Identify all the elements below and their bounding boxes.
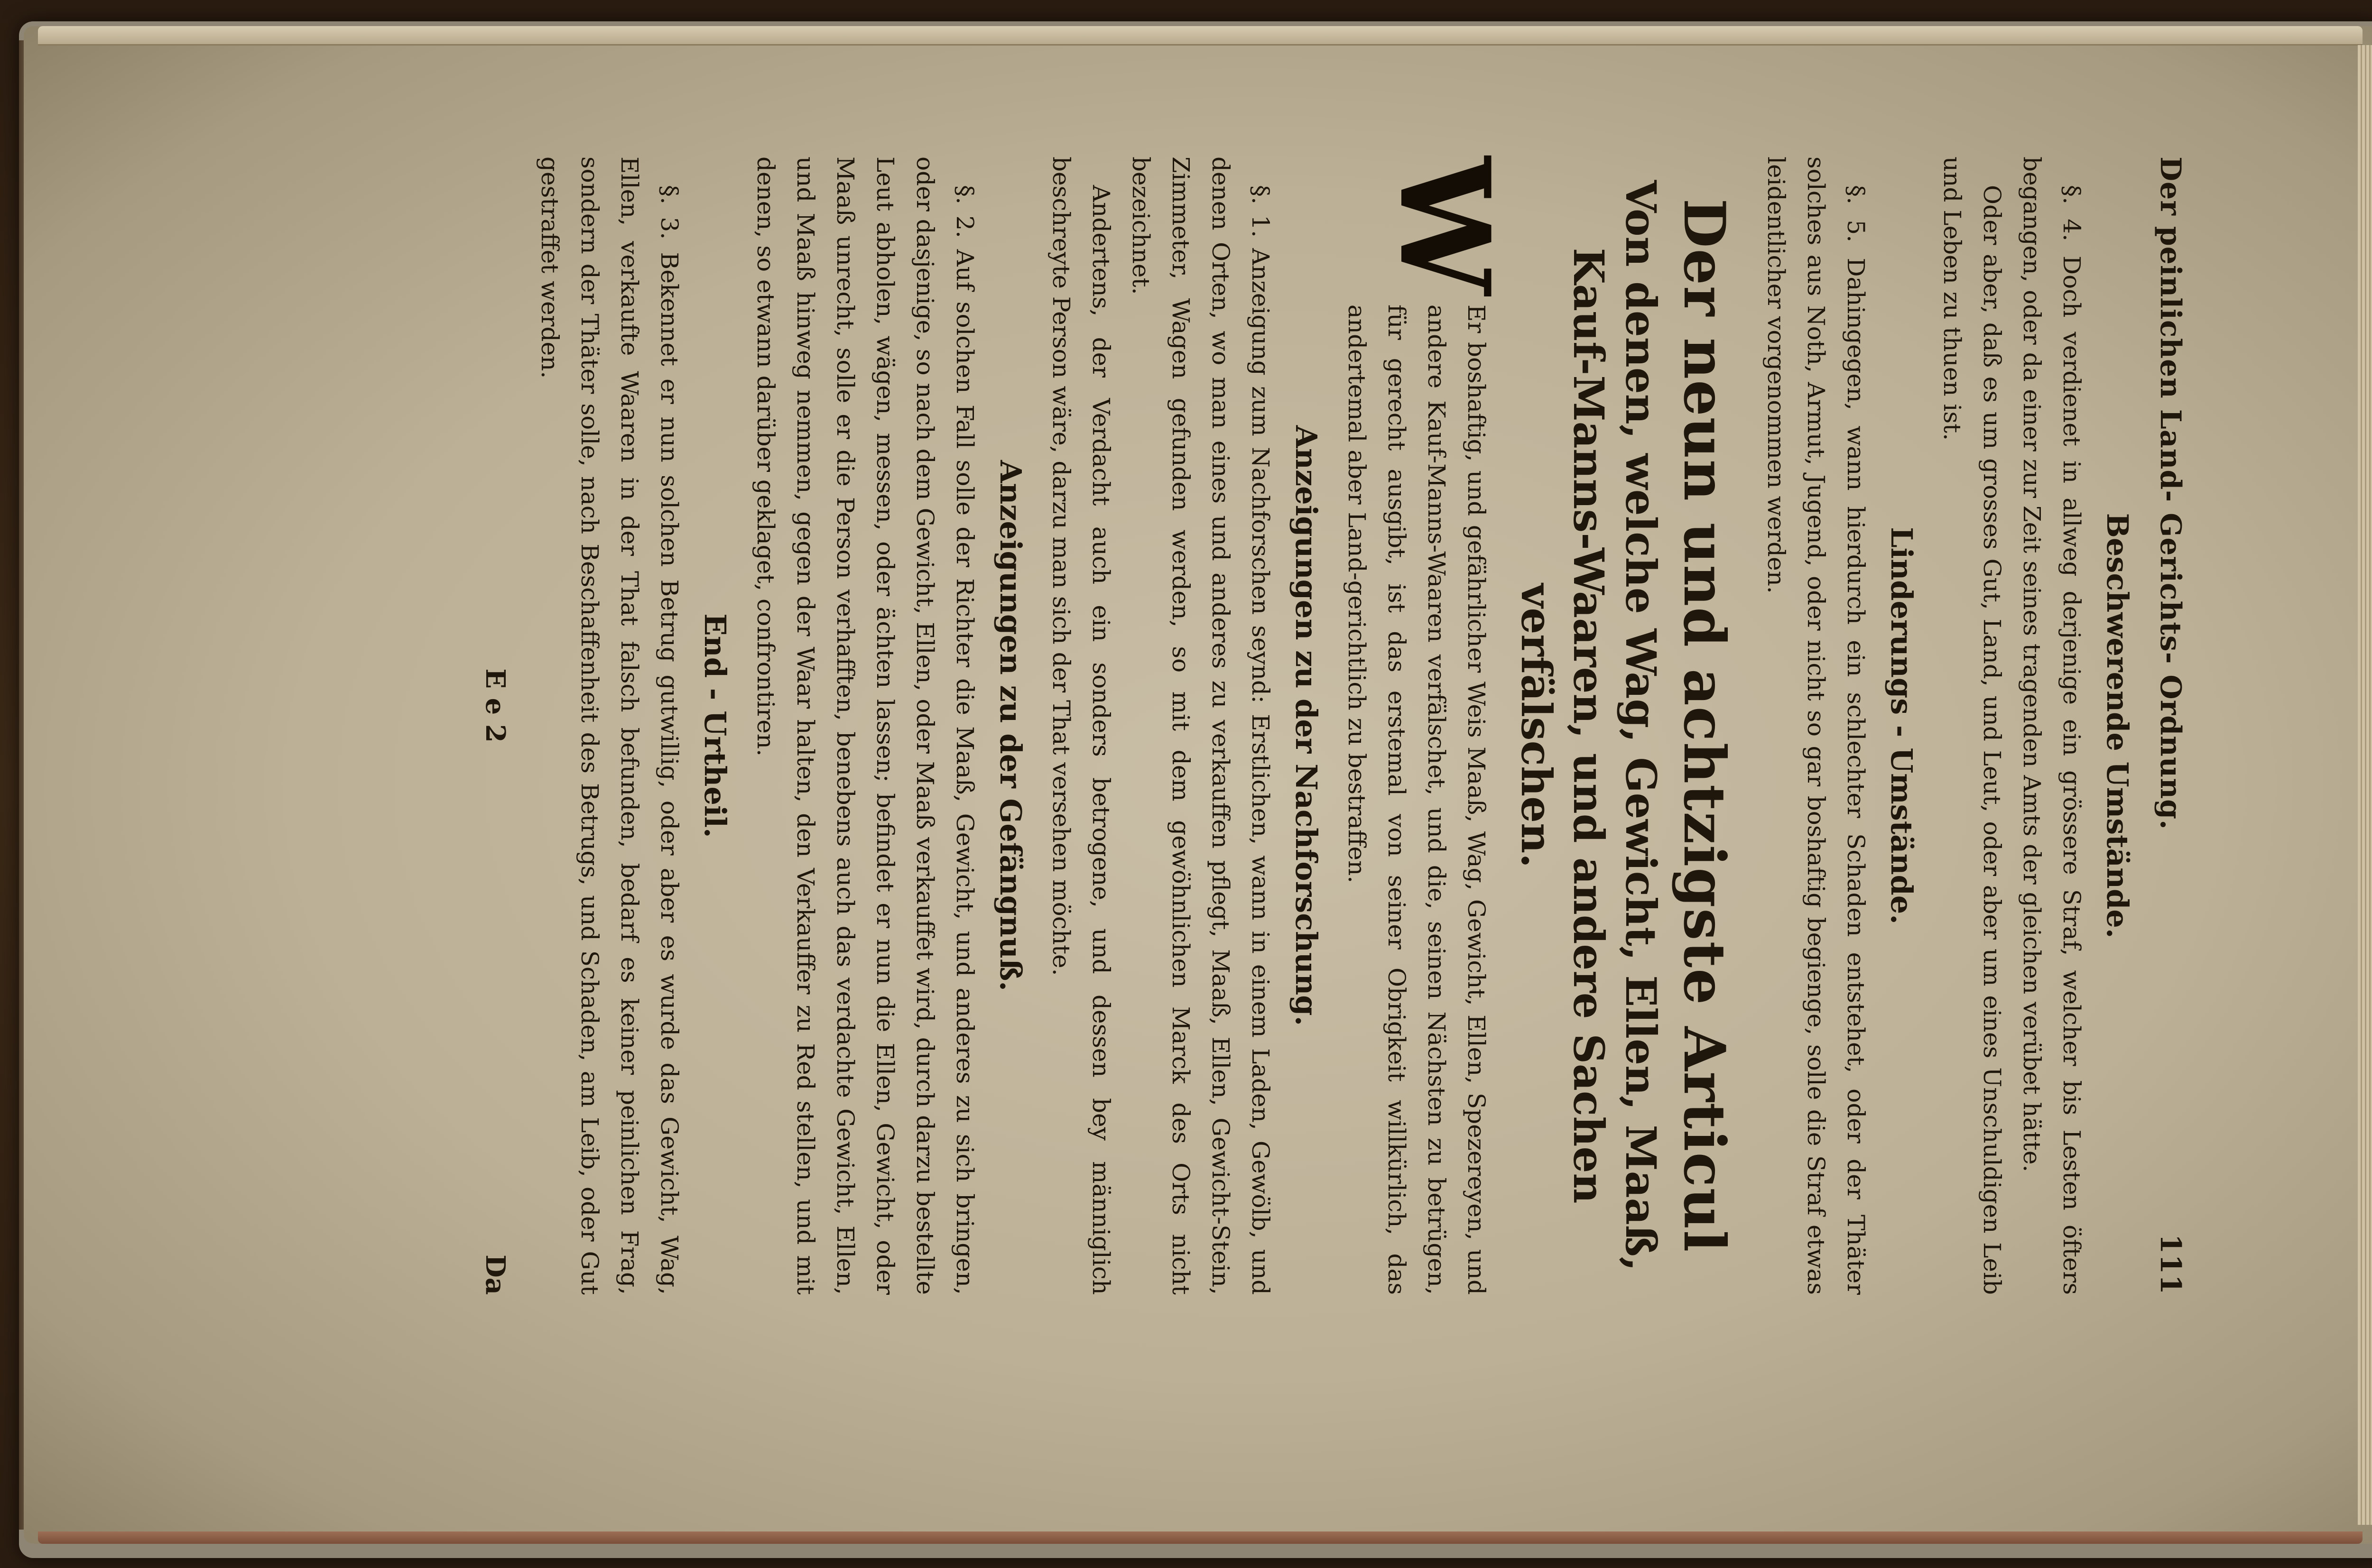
page-text-block bbox=[270, 128, 2206, 1323]
running-header bbox=[2154, 157, 2187, 1295]
catchword: Da bbox=[480, 1254, 511, 1295]
page-edge-bottom bbox=[38, 1531, 2363, 1544]
page bbox=[24, 26, 2372, 1544]
paragraph: §. 2. Auf solchen Fall solle der Richter die Maaß, Gewicht, und anderes zu sich bringen, oder dasjenige, so nach dem Gewicht, Ellen, oder Maaß verkauffet wird, durch darzu bestellte Leut abholen, wägen, messen, oder ächten lassen; befindet er nun die Ellen, Gewicht, oder Maaß unrecht, solle er die Person verhafften, benebens auch das verdachte Gewicht, Ellen, und Maaß hinweg nemmen, gegen der Waar halten, den Verkauffer zu Red stellen, und mit denen, so etwann darüber geklaget, confrontiren. bbox=[752, 157, 979, 1295]
header-title: Der peinlichen Land- Gerichts- Ordnung. bbox=[2154, 157, 2187, 830]
paragraph: Andertens, der Verdacht auch ein sonders betrogene, und dessen bey männiglich beschreyte Person wäre, darzu man sich der That versehen möchte. bbox=[1047, 157, 1115, 1295]
section-heading: Linderungs - Umstände. bbox=[1884, 527, 1919, 924]
article-intro bbox=[1337, 157, 1517, 1295]
paragraph: §. 1. Anzeigung zum Nachforschen seynd: Erstlichen, wann in einem Laden, Gewölb, und denen Orten, wo man eines und anderes zu verkauffen pflegt, Maaß, Ellen, Gewicht-Stein, Zimmeter, Wagen gefunden werden, so mit dem gewöhnlichen Marck des Orts nicht bezeichnet. bbox=[1127, 157, 1274, 1295]
paragraph: §. 3. Bekennet er nun solchen Betrug gutwillig, oder aber es wurde das Gewicht, Wag, Ellen, verkaufte Waaren in der That falsch befunden, bedarf es keiner peinlichen Frag, sondern der Thäter solle, nach Beschaffenheit des Betrugs, und Schaden, am Leib, oder Gut gestraffet werden. bbox=[536, 157, 683, 1295]
paragraph: Oder aber, daß es um grosses Gut, Land, und Leut, oder aber um eines Unschuldigen Leib und Leben zu thuen ist. bbox=[1938, 157, 2006, 1295]
article-subtitle: Von denen, welche Wag, Gewicht, Ellen, Maaß, Kauf-Manns-Waaren, und andere Sachen verfälschen. bbox=[1512, 180, 1666, 1272]
section-heading: Anzeigungen zu der Gefängnuß. bbox=[993, 460, 1028, 991]
paragraph: Er boshaftig, und gefährlicher Weis Maaß, Wag, Gewicht, Ellen, Spezereyen, und andere Kauf-Manns-Waaren verfälschet, und die, seinen Nächsten zu betrügen, für gerecht ausgibt, ist das erstemal von seiner Obrigkeit willkürlich, das andertemal aber Land-gerichtlich zu bestraffen. bbox=[1343, 304, 1490, 1295]
signature-mark: E e 2 bbox=[480, 668, 511, 743]
paragraph: §. 4. Doch verdienet in allweg derjenige ein grössere Straf, welcher bis Lesten öfters begangen, oder da einer zur Zeit seines tragenden Amts der gleichen verübet hätte. bbox=[2018, 157, 2085, 1295]
page-footer bbox=[480, 157, 511, 1295]
article-title: Der neun und achtzigste Articul bbox=[1671, 198, 1738, 1253]
section-heading: Anzeigungen zu der Nachforschung. bbox=[1289, 425, 1324, 1026]
page-edge-right bbox=[2358, 45, 2372, 1525]
page-edge-top bbox=[38, 26, 2363, 46]
open-book bbox=[19, 21, 2372, 1558]
page-number: 111 bbox=[2154, 1234, 2187, 1295]
drop-cap: W bbox=[1372, 157, 1517, 295]
section-heading: Beschwerende Umstände. bbox=[2100, 513, 2135, 939]
paragraph: §. 5. Dahingegen, wann hierdurch ein schlechter Schaden entstehet, oder der Thäter solches aus Noth, Armut, Jugend, oder nicht so gar boshaftig begienge, solle die Straf etwas leidentlicher vorgenommen werden. bbox=[1762, 157, 1870, 1295]
section-heading: End - Urtheil. bbox=[698, 613, 732, 838]
